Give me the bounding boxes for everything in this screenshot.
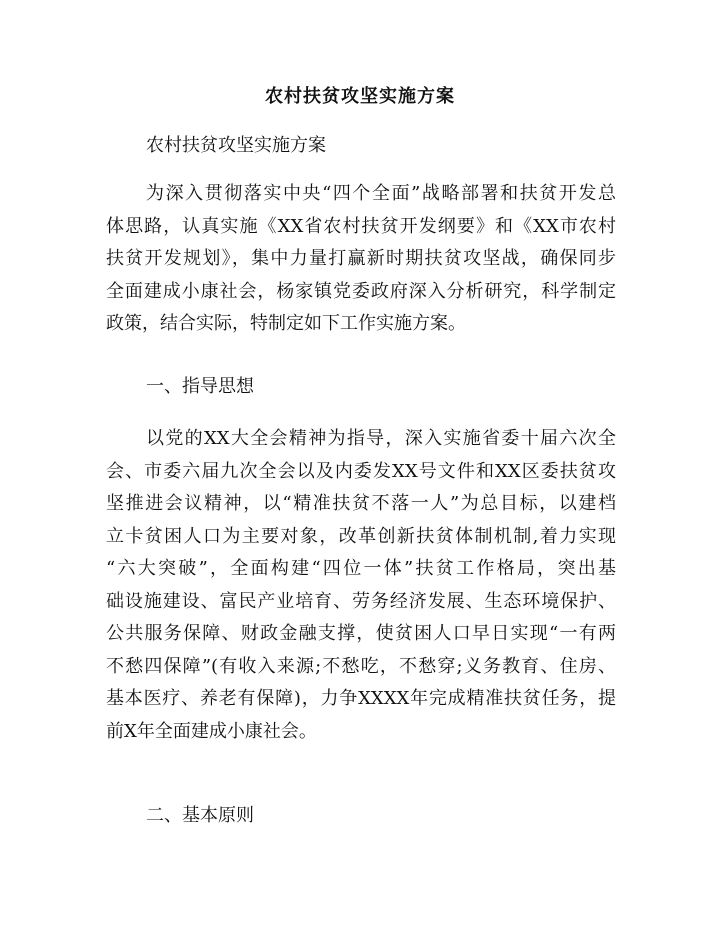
- paragraph-line: “六大突破”，全面构建“四位一体”扶贫工作格局，突出基: [106, 558, 616, 579]
- paragraph-line: 会、市委六届九次全会以及内委发XX号文件和XX区委扶贫攻: [106, 460, 616, 482]
- intro-paragraph: [106, 178, 616, 341]
- section-heading-guiding-ideology: 一、指导思想: [146, 376, 254, 397]
- paragraph-line: 以党的XX大全会精神为指导，深入实施省委十届六次全: [146, 428, 616, 449]
- document-title: 农村扶贫攻坚实施方案: [265, 86, 455, 107]
- document-subtitle: 农村扶贫攻坚实施方案: [146, 135, 326, 156]
- paragraph-line: 全面建成小康社会，杨家镇党委政府深入分析研究，科学制定: [106, 280, 616, 302]
- paragraph-line: 基本医疗、养老有保障)，力争XXXX年完成精准扶贫任务，提: [106, 688, 616, 709]
- paragraph-line: 坚推进会议精神，以“精准扶贫不落一人”为总目标，以建档: [106, 493, 616, 514]
- section-heading-basic-principles: 二、基本原则: [146, 805, 254, 826]
- paragraph-line: 不愁四保障”(有收入来源;不愁吃，不愁穿;义务教育、住房、: [106, 655, 616, 677]
- paragraph-line: 政策，结合实际，特制定如下工作实施方案。: [106, 313, 466, 334]
- paragraph-line: 为深入贯彻落实中央“四个全面”战略部署和扶贫开发总: [146, 183, 616, 204]
- paragraph-line: 立卡贫困人口为主要对象，改革创新扶贫体制机制,着力实现: [106, 525, 616, 547]
- guiding-ideology-paragraph: [106, 423, 616, 748]
- paragraph-line: 前X年全面建成小康社会。: [106, 720, 317, 742]
- paragraph-line: 扶贫开发规划》，集中力量打赢新时期扶贫攻坚战，确保同步: [106, 248, 616, 269]
- paragraph-line: 体思路，认真实施《XX省农村扶贫开发纲要》和《XX市农村: [106, 215, 616, 237]
- paragraph-line: 础设施建设、富民产业培育、劳务经济发展、生态环境保护、: [106, 590, 616, 612]
- paragraph-line: 公共服务保障、财政金融支撑，使贫困人口早日实现“一有两: [106, 623, 616, 644]
